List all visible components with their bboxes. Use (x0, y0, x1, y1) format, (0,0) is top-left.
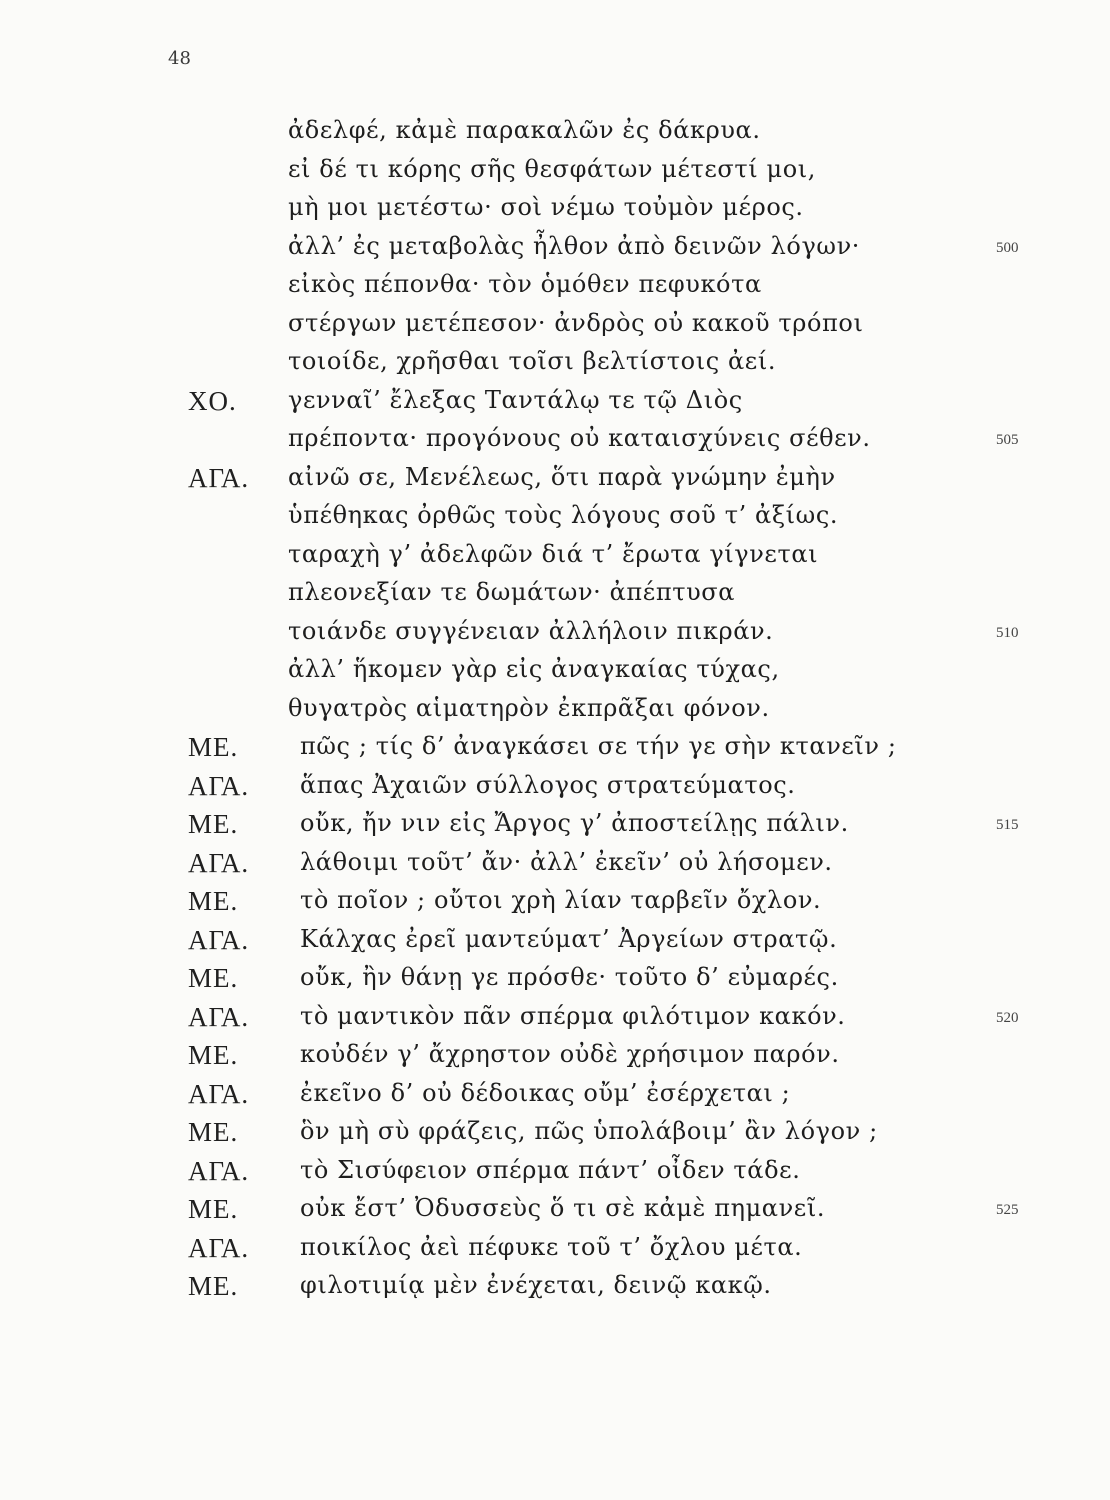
speaker-label: ΜΕ. (188, 809, 239, 839)
speaker-label: ΑΓΑ. (188, 1001, 250, 1032)
verse-text: ἀδελφέ, κἀμὲ παρακαλῶν ἐς δάκρυα. (288, 116, 761, 144)
verse-text: τὸ μαντικὸν πᾶν σπέρμα φιλότιμον κακόν. (300, 1001, 846, 1030)
verse-line (0, 805, 1110, 844)
verse-text: εἰκὸς πέπονθα· τὸν ὁμόθεν πεφυκότα (288, 270, 762, 298)
verse-text: ὑπέθηκας ὀρθῶς τοὺς λόγους σοῦ τ’ ἀξίως. (288, 501, 839, 529)
verse-text: αἰνῶ σε, Μενέλεως, ὅτι παρὰ γνώμην ἐμὴν (288, 462, 836, 491)
verse-text: οὐκ ἔστ’ Ὀδυσσεὺς ὅ τι σὲ κἀμὲ πημανεῖ. (300, 1194, 826, 1222)
verse-line (0, 343, 1110, 382)
verse-text: πρέποντα· προγόνους οὐ καταισχύνεις σέθεν. (288, 424, 871, 452)
verse-line (0, 228, 1110, 267)
verse-line (0, 613, 1110, 652)
verse-text: γενναῖ’ ἔλεξας Ταντάλῳ τε τῷ Διὸς (288, 385, 743, 414)
verse-text: θυγατρὸς αἱματηρὸν ἐκπρᾶξαι φόνον. (288, 693, 770, 722)
verse-text: ὃν μὴ σὺ φράζεις, πῶς ὑπολάβοιμ’ ἂν λόγον ; (300, 1117, 878, 1145)
verse-line (0, 1036, 1110, 1075)
verse-text: τὸ ποῖον ; οὔτοι χρὴ λίαν ταρβεῖν ὄχλον. (300, 886, 822, 914)
speaker-label: ΜΕ. (188, 1117, 239, 1147)
verse-text: μὴ μοι μετέστω· σοὶ νέμω τοὐμὸν μέρος. (288, 193, 804, 221)
verse-line (0, 728, 1110, 767)
speaker-label: ΑΓΑ. (188, 770, 250, 801)
verse-text: ἀλλ’ ἥκομεν γὰρ εἰς ἀναγκαίας τύχας, (288, 655, 780, 683)
verse-line (0, 151, 1110, 190)
verse-text: ἀλλ’ ἐς μεταβολὰς ἦλθον ἀπὸ δεινῶν λόγων· (288, 231, 860, 260)
verse-line (0, 112, 1110, 151)
speaker-label: ΧΟ. (188, 385, 237, 416)
line-number: 525 (996, 1202, 1019, 1218)
verse-line (0, 998, 1110, 1037)
verse-line (0, 1113, 1110, 1152)
line-number: 510 (996, 624, 1019, 641)
verse-text: ἅπας Ἀχαιῶν σύλλογος στρατεύματος. (300, 770, 796, 799)
line-number: 520 (996, 1009, 1019, 1026)
verse-text: πλεονεξίαν τε δωμάτων· ἀπέπτυσα (288, 578, 736, 606)
line-number: 505 (996, 432, 1019, 448)
verse-line (0, 844, 1110, 883)
verse-line (0, 459, 1110, 498)
verse-text: Κάλχας ἐρεῖ μαντεύματ’ Ἀργείων στρατῷ. (300, 924, 838, 953)
verse-line (0, 690, 1110, 729)
verse-text: κοὐδέν γ’ ἄχρηστον οὐδὲ χρήσιμον παρόν. (300, 1040, 840, 1068)
page-number: 48 (168, 48, 191, 69)
speaker-label: ΑΓΑ. (188, 847, 250, 878)
speaker-label: ΜΕ. (188, 732, 239, 762)
verse-text: φιλοτιμίᾳ μὲν ἐνέχεται, δεινῷ κακῷ. (300, 1271, 772, 1299)
verse-line (0, 536, 1110, 575)
verse-text: οὔκ, ἤν νιν εἰς Ἄργος γ’ ἀποστείλῃς πάλιν. (300, 809, 849, 837)
line-number: 515 (996, 817, 1019, 833)
verse-line (0, 1190, 1110, 1229)
verse-text: τοιοίδε, χρῆσθαι τοῖσι βελτίστοις ἀεί. (288, 347, 777, 375)
verse-line (0, 882, 1110, 921)
verse-text: ἐκεῖνο δ’ οὐ δέδοικας οὔμ’ ἐσέρχεται ; (300, 1078, 791, 1107)
verse-line (0, 1152, 1110, 1191)
verse-line (0, 767, 1110, 806)
verse-text: εἰ δέ τι κόρης σῆς θεσφάτων μέτεστί μοι, (288, 154, 817, 183)
verse-line (0, 189, 1110, 228)
verse-text: ποικίλος ἀεὶ πέφυκε τοῦ τ’ ὄχλου μέτα. (300, 1232, 803, 1261)
speaker-label: ΑΓΑ. (188, 1155, 250, 1186)
verse-text: τοιάνδε συγγένειαν ἀλλήλοιν πικράν. (288, 616, 774, 645)
verse-block (0, 112, 1110, 1306)
verse-line (0, 959, 1110, 998)
verse-text: τὸ Σισύφειον σπέρμα πάντ’ οἶδεν τάδε. (300, 1155, 801, 1184)
speaker-label: ΜΕ. (188, 1040, 239, 1070)
verse-line (0, 420, 1110, 459)
verse-line (0, 1267, 1110, 1306)
verse-line (0, 305, 1110, 344)
verse-line (0, 382, 1110, 421)
verse-text: ταραχὴ γ’ ἀδελφῶν διά τ’ ἔρωτα γίγνεται (288, 539, 819, 568)
verse-line (0, 1075, 1110, 1114)
verse-text: πῶς ; τίς δ’ ἀναγκάσει σε τήν γε σὴν κτανεῖν ; (300, 732, 897, 760)
speaker-label: ΑΓΑ. (188, 924, 250, 955)
verse-text: οὔκ, ἢν θάνῃ γε πρόσθε· τοῦτο δ’ εὐμαρές. (300, 963, 839, 991)
speaker-label: ΑΓΑ. (188, 1232, 250, 1263)
speaker-label: ΑΓΑ. (188, 462, 250, 493)
verse-text: στέργων μετέπεσον· ἀνδρὸς οὐ κακοῦ τρόποι (288, 308, 864, 337)
speaker-label: ΜΕ. (188, 963, 239, 993)
verse-line (0, 651, 1110, 690)
speaker-label: ΜΕ. (188, 1194, 239, 1224)
verse-line (0, 266, 1110, 305)
verse-line (0, 574, 1110, 613)
speaker-label: ΜΕ. (188, 1271, 239, 1301)
speaker-label: ΜΕ. (188, 886, 239, 916)
verse-text: λάθοιμι τοῦτ’ ἄν· ἀλλ’ ἐκεῖν’ οὐ λήσομεν. (300, 847, 833, 876)
verse-line (0, 497, 1110, 536)
verse-line (0, 1229, 1110, 1268)
verse-line (0, 921, 1110, 960)
speaker-label: ΑΓΑ. (188, 1078, 250, 1109)
line-number: 500 (996, 239, 1019, 256)
